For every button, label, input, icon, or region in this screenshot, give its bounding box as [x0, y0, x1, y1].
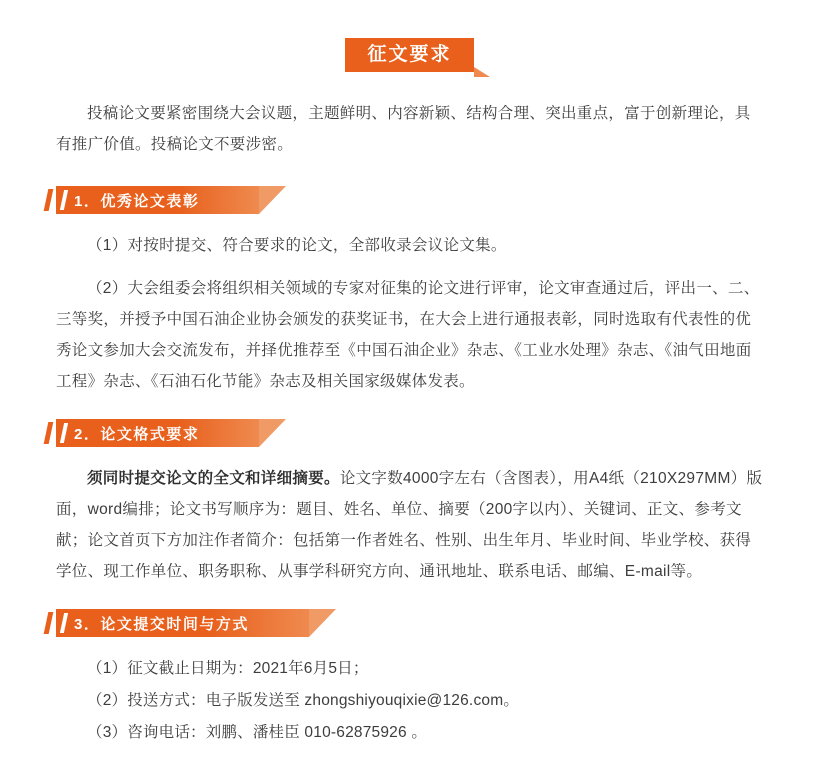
section-1-paragraph-2: （2）大会组委会将组织相关领域的专家对征集的论文进行评审，论文审查通过后，评出一、二、三等奖，并授予中国石油企业协会颁发的获奖证书，在大会上进行通报表彰，同时选取有代表性的优秀论文参加大会交流发布，并择优推荐至《中国石油企业》杂志、《工业水处理》杂志、《油气田地面工程》杂志、《石油石化节能》杂志及相关国家级媒体发表。: [56, 280, 760, 390]
page-title: 征文要求: [345, 38, 473, 72]
bar-lead-accent-3: [44, 612, 54, 634]
section-heading-2-label: 2．论文格式要求: [74, 425, 200, 443]
section-3-item-1: （1）征文截止日期为：2021年6月5日；: [87, 660, 369, 677]
bar-lead-accent-2: [44, 422, 54, 444]
section-1-paragraph-1: （1）对按时提交、符合要求的论文，全部收录会议论文集。: [87, 237, 507, 254]
section-heading-2: [56, 419, 763, 447]
section-heading-1-label: 1．优秀论文表彰: [74, 192, 200, 210]
bar-tick-icon-2: [60, 423, 68, 443]
section-heading-1-bar: [56, 186, 259, 214]
bar-lead-accent-1: [44, 189, 54, 211]
intro-paragraph: 投稿论文要紧密围绕大会议题，主题鲜明、内容新颖、结构合理、突出重点，富于创新理论，具有推广价值。投稿论文不要涉密。: [56, 105, 751, 153]
section-heading-3-bar: [56, 609, 309, 637]
bar-tick-icon-3: [60, 613, 68, 633]
section-2-body: 论文字数4000字左右（含图表），用A4纸（210X297MM）版面，word编排；论文书写顺序为：题目、姓名、单位、摘要（200字以内）、关键词、正文、参考文献；论文首页下方加注作者简介：包括第一作者姓名、性别、出生年月、毕业时间、毕业学校、获得学位、现工作单位、职务职称、从事学科研究方向、通讯地址、联系电话、邮编、E-mail等。: [56, 470, 763, 580]
section-2-lead: 须同时提交论文的全文和详细摘要。: [87, 470, 340, 487]
bar-tick-icon-1: [60, 190, 68, 210]
section-2-paragraph: [56, 463, 763, 587]
title-banner-wrap: [56, 0, 763, 72]
section-heading-3-label: 3．论文提交时间与方式: [74, 615, 249, 633]
section-heading-1: [56, 186, 763, 214]
section-3-item-2: （2）投送方式：电子版发送至 zhongshiyouqixie@126.com。: [87, 691, 520, 709]
section-heading-2-bar: [56, 419, 259, 447]
section-3-item-3: （3）咨询电话：刘鹏、潘桂臣 010-62875926 。: [87, 723, 428, 741]
section-heading-3: [56, 609, 763, 637]
